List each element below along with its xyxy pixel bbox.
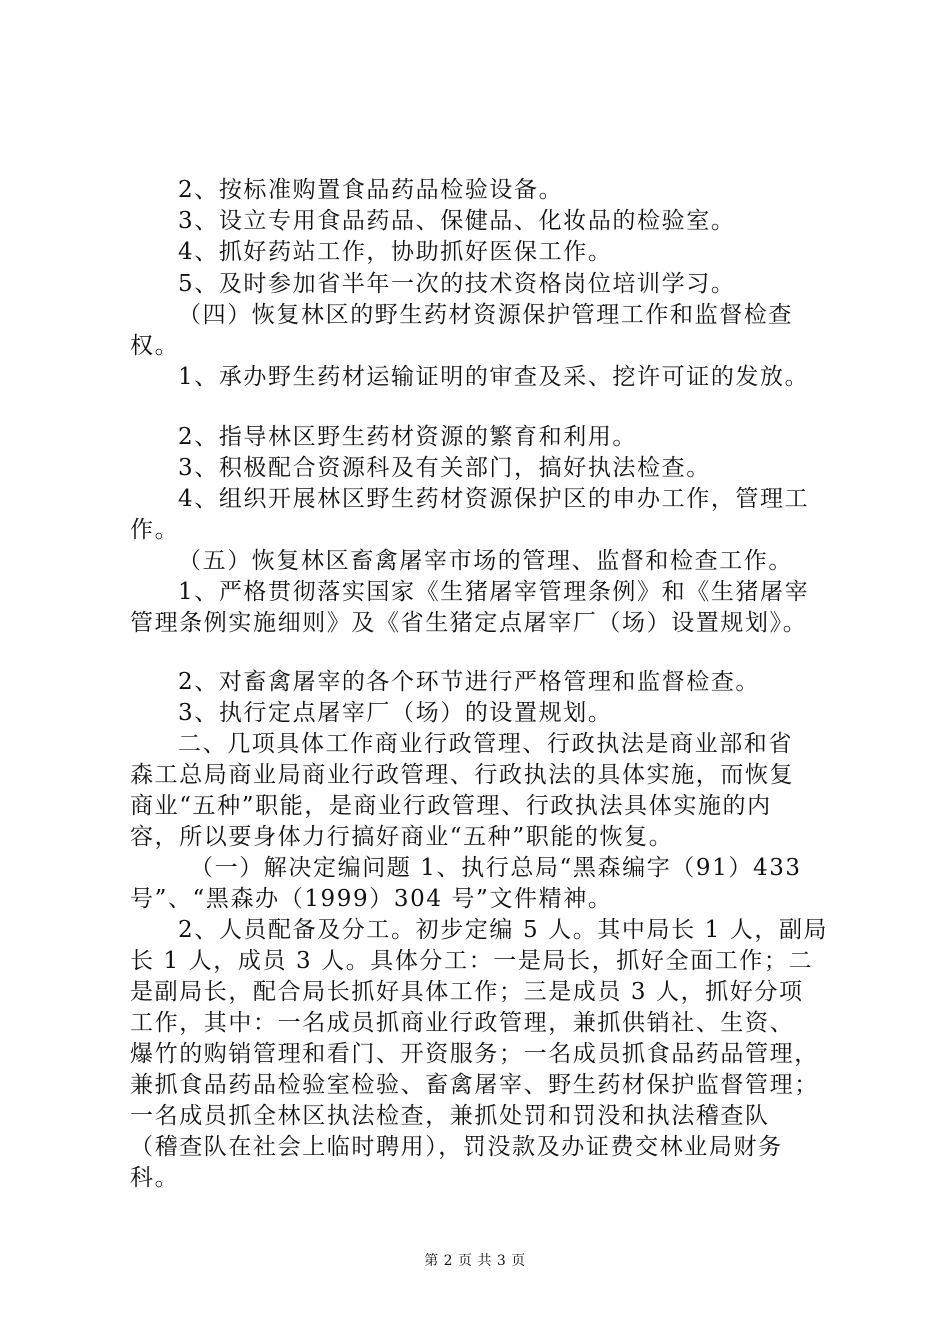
body-line: 3、执行定点屠宰厂（场）的设置规划。 (178, 700, 613, 726)
section-heading: （五）恢复林区畜禽屠宰市场的管理、监督和检查工作。 (178, 548, 793, 574)
body-line: 管理条例实施细则》及《省生猪定点屠宰厂（场）设置规划》。 (130, 610, 808, 636)
body-line: 是副局长，配合局长抓好具体工作；三是成员 3 人，抓好分项 (130, 979, 804, 1005)
body-line: 1、承办野生药材运输证明的审查及采、挖许可证的发放。 (178, 364, 810, 390)
body-line: 2、指导林区野生药材资源的繁育和利用。 (178, 424, 638, 450)
body-line: 号”、“黑森办（1999）304 号”文件精神。 (130, 886, 613, 912)
body-line: 2、按标准购置食品药品检验设备。 (178, 177, 564, 203)
body-line: 作。 (130, 517, 180, 543)
body-line: 2、对畜禽屠宰的各个环节进行严格管理和监督检查。 (178, 669, 761, 695)
body-line: 3、设立专用食品药品、保健品、化妆品的检验室。 (178, 208, 736, 234)
body-line: 长 1 人，成员 3 人。具体分工：一是局长，抓好全面工作；二 (130, 948, 814, 974)
section-heading: 二、几项具体工作商业行政管理、行政执法是商业部和省 (178, 731, 793, 757)
body-line: （稽查队在社会上临时聘用），罚没款及办证费交林业局财务 (130, 1134, 783, 1160)
section-heading: （一）解决定编问题 1、执行总局“黑森编字（91）433 (190, 855, 802, 881)
body-line: 4、组织开展林区野生药材资源保护区的申办工作，管理工 (178, 486, 810, 512)
body-line: 商业“五种”职能，是商业行政管理、行政执法具体实施的内 (130, 793, 772, 819)
body-line: 2、人员配备及分工。初步定编 5 人。其中局长 1 人，副局 (178, 917, 829, 943)
section-heading: （四）恢复林区的野生药材资源保护管理工作和监督检查 (178, 302, 793, 328)
body-line: 森工总局商业局商业行政管理、行政执法的具体实施，而恢复 (130, 762, 795, 788)
body-line: 1、严格贯彻落实国家《生猪屠宰管理条例》和《生猪屠宰 (178, 579, 810, 605)
body-line: 一名成员抓全林区执法检查，兼抓处罚和罚没和执法稽查队 (130, 1103, 770, 1129)
body-line: 科。 (130, 1165, 180, 1191)
body-line: 5、及时参加省半年一次的技术资格岗位培训学习。 (178, 271, 736, 297)
body-line: 爆竹的购销管理和看门、开资服务；一名成员抓食品药品管理， (130, 1041, 819, 1067)
page-number: 第 2 页 共 3 页 (424, 1253, 526, 1269)
body-line: 4、抓好药站工作，协助抓好医保工作。 (178, 239, 613, 265)
body-line: 3、积极配合资源科及有关部门，搞好执法检查。 (178, 455, 711, 481)
body-line: 工作，其中：一名成员抓商业行政管理，兼抓供销社、生资、 (130, 1010, 795, 1036)
body-line: 兼抓食品药品检验室检验、畜禽屠宰、野生药材保护监督管理； (130, 1072, 819, 1098)
body-line: 权。 (130, 333, 180, 359)
body-line: 容，所以要身体力行搞好商业“五种”职能的恢复。 (130, 824, 674, 850)
